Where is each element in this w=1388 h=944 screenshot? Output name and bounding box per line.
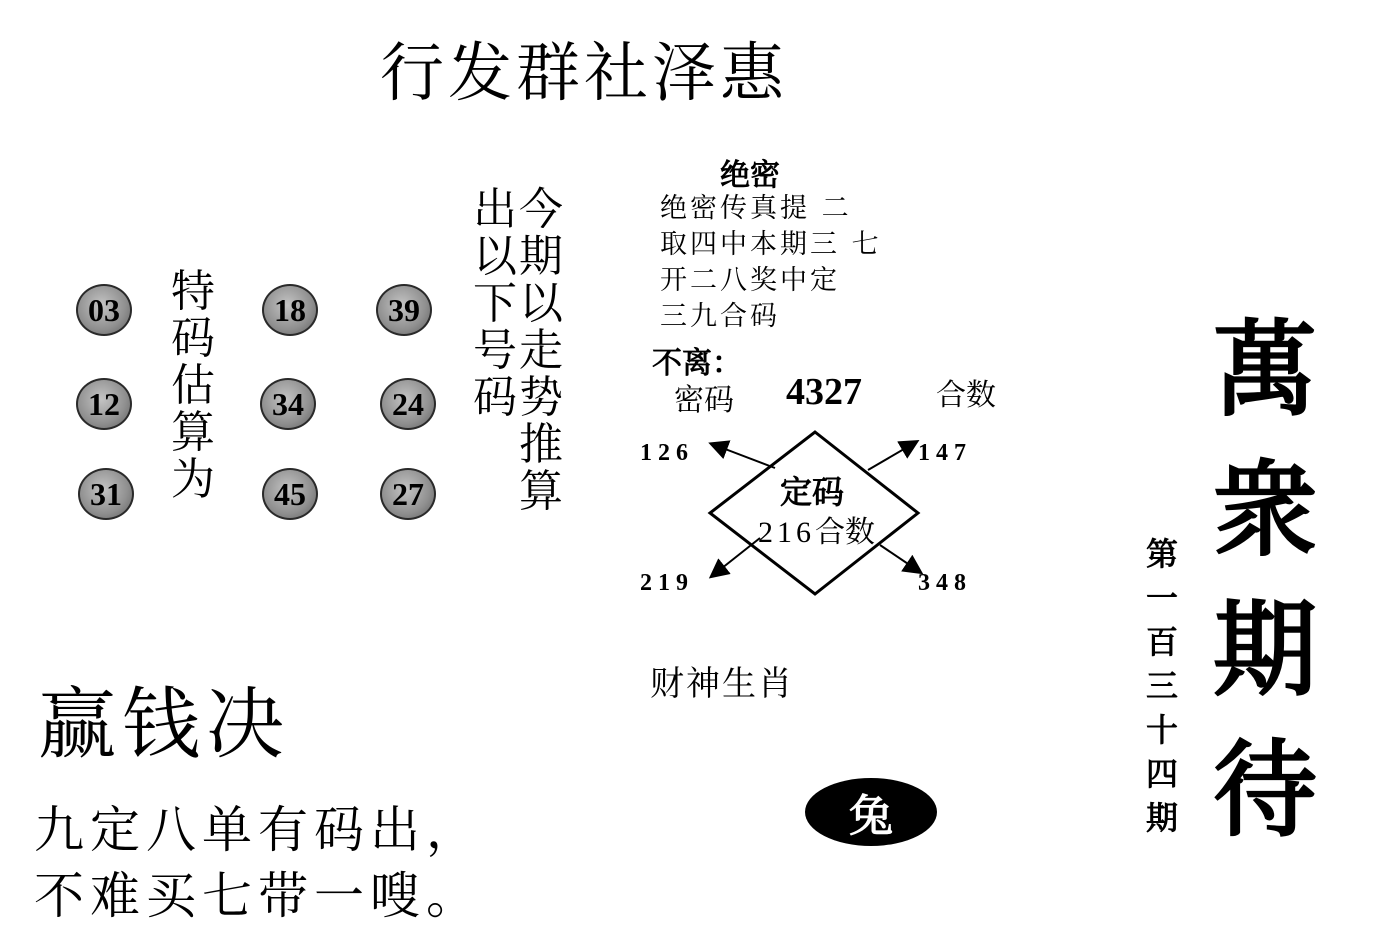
mima-label: 密码 [674, 383, 734, 418]
tema-char: 特 [171, 266, 215, 317]
arrow-bottom-left [712, 538, 760, 576]
intro-char: 走 [519, 325, 563, 376]
arrow-top-right [868, 442, 916, 470]
diamond-top-left-number: 126 [640, 440, 694, 466]
secret-line: 取四中本期三 七 [660, 229, 882, 260]
issue-char: 三 [1145, 667, 1178, 705]
side-title-char: 萬 [1212, 308, 1317, 431]
secret-heading: 绝密 [720, 158, 780, 193]
intro-char: 以 [473, 231, 517, 282]
diamond-bottom-right-number: 348 [918, 570, 972, 596]
secret-line: 三九合码 [660, 301, 780, 332]
tema-char: 为 [171, 454, 215, 505]
side-title-char: 衆 [1212, 448, 1317, 571]
tema-vertical-label [168, 268, 218, 503]
issue-char: 百 [1145, 623, 1178, 661]
issue-char: 第 [1145, 535, 1178, 573]
diamond-top-right-number: 147 [918, 440, 972, 466]
intro-char: 出 [473, 184, 517, 235]
intro-column-right [516, 186, 566, 515]
side-title-char: 期 [1212, 588, 1317, 711]
arrow-bottom-right [880, 545, 920, 572]
diamond-bottom-left-number: 219 [640, 570, 694, 596]
number-ball: 31 [78, 468, 134, 520]
poem-line: 不难买七带一嗖。 [34, 867, 482, 925]
side-title-char: 待 [1212, 728, 1317, 851]
tema-char: 算 [171, 407, 215, 458]
secret-line: 绝密传真提 二 [660, 193, 852, 224]
intro-char: 算 [519, 466, 563, 517]
number-ball: 39 [376, 284, 432, 336]
caishen-label: 财神生肖 [650, 664, 794, 704]
side-calligraphy-title [1210, 300, 1320, 860]
number-ball: 03 [76, 284, 132, 336]
buli-label: 不离： [652, 346, 742, 381]
intro-column-left [470, 186, 520, 421]
zodiac-badge: 兔 [805, 778, 937, 846]
tema-char: 估 [171, 360, 215, 411]
intro-char: 推 [519, 419, 563, 470]
number-ball: 45 [262, 468, 318, 520]
number-ball: 24 [380, 378, 436, 430]
issue-char: 一 [1145, 579, 1178, 617]
number-ball: 34 [260, 378, 316, 430]
number-ball: 18 [262, 284, 318, 336]
diamond-title: 定码 [780, 473, 845, 511]
mima-value: 4327 [786, 371, 862, 413]
tema-char: 码 [171, 313, 215, 364]
page-title: 行发群社泽惠 [380, 37, 788, 111]
issue-char: 四 [1145, 755, 1178, 793]
number-ball: 27 [380, 468, 436, 520]
intro-char: 期 [519, 231, 563, 282]
intro-char: 号 [473, 325, 517, 376]
secret-line: 开二八奖中定 [660, 265, 840, 296]
intro-char: 码 [473, 372, 517, 423]
intro-char: 以 [519, 278, 563, 329]
diamond-sub-number: 216 [758, 516, 815, 549]
intro-char: 今 [519, 184, 563, 235]
number-ball: 12 [76, 378, 132, 430]
win-heading: 赢钱决 [38, 680, 291, 770]
issue-number-vertical [1142, 532, 1182, 840]
poem-line: 九定八单有码出， [34, 801, 482, 859]
heshu-label: 合数 [936, 378, 996, 413]
issue-char: 期 [1145, 799, 1178, 837]
intro-char: 势 [519, 372, 563, 423]
intro-char: 下 [473, 278, 517, 329]
arrow-top-left [712, 444, 775, 468]
issue-char: 十 [1145, 711, 1178, 749]
diamond-subtitle [758, 507, 875, 551]
diamond-sub-label: 合数 [815, 515, 875, 550]
